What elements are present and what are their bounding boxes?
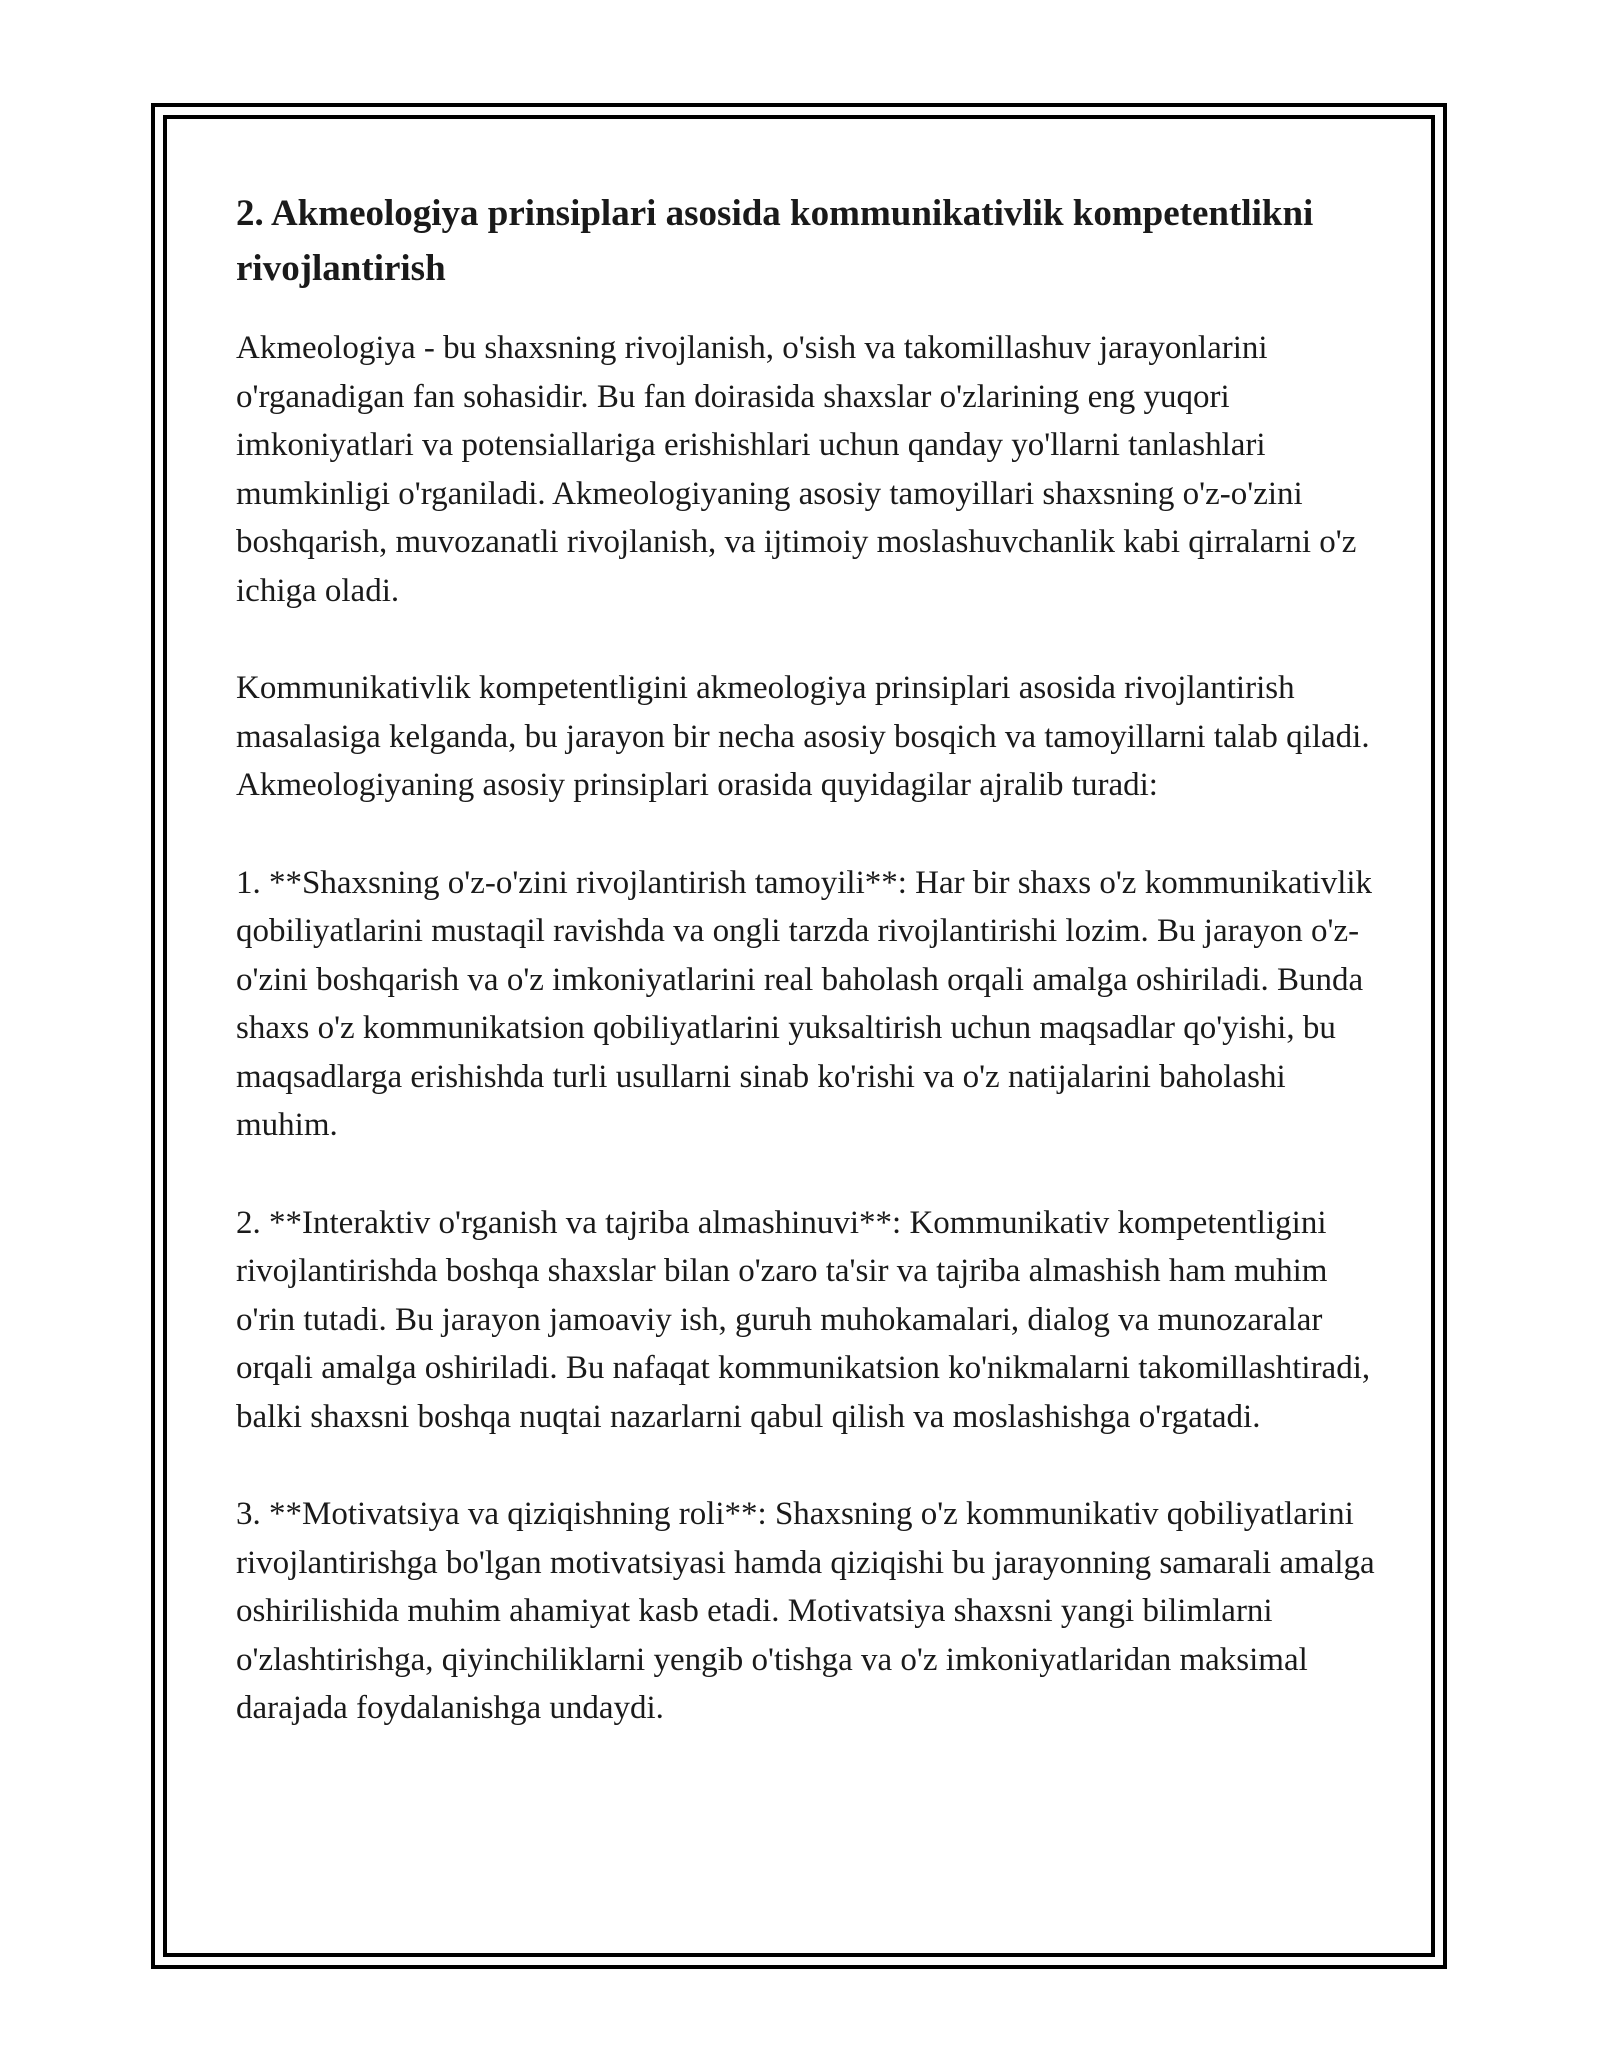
paragraph-principle-1: 1. **Shaxsning o'z-o'zini rivojlantirish tamoyili**: Har bir shaxs o'z kommunikativlik qobiliyatlarini mustaqil ravishda va ongli tarzda rivojlantirishi lozim. Bu jarayon o'z-o'zini boshqarish va o'z imkoniyatlarini real baholash orqali amalga oshiriladi. Bunda shaxs o'z kommunikatsion qobiliyatlarini yuksaltirish uchun maqsadlar qo'yishi, bu maqsadlarga erishishda turli usullarni sinab ko'rishi va o'z natijalarini baholashi muhim. — [236, 864, 1373, 1143]
paragraph-principles-lead: Kommunikativlik kompetentligini akmeologiya prinsiplari asosida rivojlantirish masalasiga kelganda, bu jarayon bir necha asosiy bosqich va tamoyillarni talab qiladi. Akmeologiyaning asosiy prinsiplari orasida quyidagilar ajralib turadi: — [236, 670, 1370, 803]
section-heading: 2. Akmeologiya prinsiplari asosida kommunikativlik kompetentlikni rivojlantirish — [236, 193, 1314, 289]
paragraph-principle-3: 3. **Motivatsiya va qiziqishning roli**: Shaxsning o'z kommunikativ qobiliyatlarini rivojlantirishga bo'lgan motivatsiyasi hamda qiziqishi bu jarayonning samarali amalga oshirilishida muhim ahamiyat kasb etadi. Motivatsiya shaxsni yangi bilimlarni o'zlashtirishga, qiyinchiliklarni yengib o'tishga va o'z imkoniyatlaridan maksimal darajada foydalanishga undaydi. — [236, 1496, 1375, 1726]
paragraph-principle-2: 2. **Interaktiv o'rganish va tajriba almashinuvi**: Kommunikativ kompetentligini rivojlantirishda boshqa shaxslar bilan o'zaro ta'sir va tajriba almashish ham muhim o'rin tutadi. Bu jarayon jamoaviy ish, guruh muhokamalari, dialog va munozaralar orqali amalga oshiriladi. Bu nafaqat kommunikatsion ko'nikmalarni takomillashtiradi, balki shaxsni boshqa nuqtai nazarlarni qabul qilish va moslashishga o'rgatadi. — [236, 1204, 1371, 1435]
document-body — [236, 186, 1376, 1733]
paragraph-intro: Akmeologiya - bu shaxsning rivojlanish, o'sish va takomillashuv jarayonlarini o'rganadigan fan sohasidir. Bu fan doirasida shaxslar o'zlarining eng yuqori imkoniyatlari va potensiallariga erishishlari uchun qanday yo'llarni tanlashlari mumkinligi o'rganiladi. Akmeologiyaning asosiy tamoyillari shaxsning o'z-o'zini boshqarish, muvozanatli rivojlanish, va ijtimoiy moslashuvchanlik kabi qirralarni o'z ichiga oladi. — [236, 330, 1357, 609]
